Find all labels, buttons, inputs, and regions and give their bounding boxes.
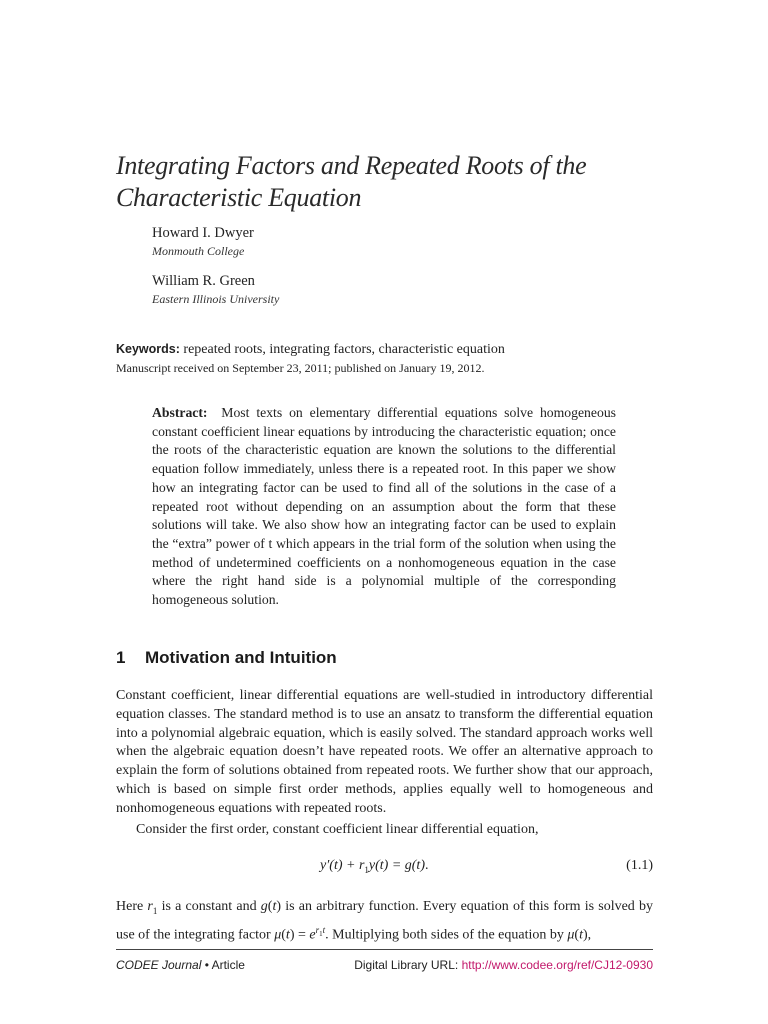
- keywords-text: repeated roots, integrating factors, characteristic equation: [183, 342, 505, 357]
- text-run: is a constant and: [157, 899, 261, 914]
- section-title: Motivation and Intuition: [145, 648, 337, 667]
- paper-title: Integrating Factors and Repeated Roots of the Characteristic Equation: [116, 151, 587, 212]
- section-heading: [116, 648, 337, 668]
- journal-name: CODEE Journal: [116, 958, 202, 972]
- body-paragraph: Consider the first order, constant coefficient linear differential equation,: [136, 822, 539, 837]
- author-affiliation: Monmouth College: [152, 244, 245, 258]
- abstract: [152, 404, 616, 610]
- section-number: 1: [116, 648, 126, 667]
- body-paragraph: Here $r_1$ is a constant and g(t) is an arbitrary function. Every equation of this form is solved by use of the integrating factor $\mu(t) = e^{r_1t}$. Multiplying both sides of the equation by μ(t),: [116, 899, 653, 943]
- article-type: Article: [211, 958, 245, 972]
- author-name: William R. Green: [152, 273, 255, 289]
- author-name: Howard I. Dwyer: [152, 225, 254, 241]
- abstract-text: Most texts on elementary differential equations solve homogeneous constant coefficient linear equations by introducing the characteristic equation; once the roots of the characteristic equation are known the solutions to the differential equation follow immediately, unless there is a repeated root. In this paper we show how an integrating factor can be used to find all of the solutions in the case of a repeated root without depending on an assumption about the form that these solutions will take. We also show how an integrating factor can be used to explain the “extra” power of t which appears in the trial form of the solution when using the method of undetermined coefficients on a nonhomogeneous equation in the case where the right hand side is a polynomial multiple of the corresponding homogeneous solution.: [152, 405, 616, 608]
- text-run: . Multiplying both sides of the equation by: [325, 927, 568, 943]
- text-run: Here: [116, 899, 148, 914]
- equation-number: (1.1): [626, 858, 653, 873]
- digital-library-link[interactable]: http://www.codee.org/ref/CJ12-0930: [461, 958, 653, 972]
- keywords-label: Keywords:: [116, 342, 180, 356]
- author-affiliation: Eastern Illinois University: [152, 292, 280, 306]
- url-label: Digital Library URL:: [354, 958, 462, 972]
- text-run: is an arbitrary function. Every equation of this form is solved by use of the integrating factor: [116, 899, 653, 943]
- footer-journal: [116, 958, 245, 972]
- footer-url-line: [354, 958, 653, 972]
- equation-body: $y'(t) + r_1y(t) = g(t)$.: [320, 858, 429, 875]
- abstract-label: Abstract:: [152, 405, 208, 420]
- body-paragraph: Constant coefficient, linear differential equations are well-studied in introductory differential equation classes. The standard method is to use an ansatz to transform the differential equation into a polynomial algebraic equation, which is easily solved. The standard approach works well when the algebraic equation doesn’t have repeated roots. We offer an alternative approach to explain the form of solutions obtained from repeated roots. We further show that our approach, which is based on simple first order methods, applies equally well to homogeneous and nonhomogeneous equations with repeated roots.: [116, 688, 653, 816]
- footer-bullet: •: [201, 958, 212, 972]
- keywords-line: [116, 342, 505, 358]
- equation-1-1: [116, 858, 653, 880]
- footer-divider: [116, 949, 653, 950]
- manuscript-dates: Manuscript received on September 23, 2011; published on January 19, 2012.: [116, 361, 485, 375]
